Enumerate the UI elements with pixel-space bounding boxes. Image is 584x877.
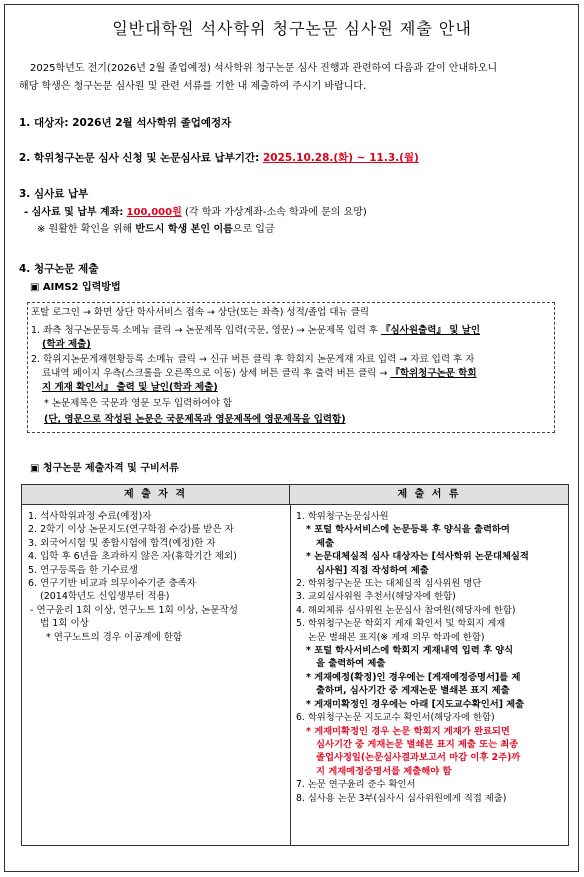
section-4-heading: 4. 청구논문 제출: [19, 263, 99, 275]
documents-list: [296, 510, 529, 805]
box-line-5: 지 게재 확인서』 출력 및 날인(학과 제출): [42, 382, 218, 393]
table-divider: [290, 505, 291, 845]
box-line-3: 2. 학위지논문게재현황등록 소메뉴 클릭 → 신규 버튼 클릭 후 학회지 논문게재 자료 입력 → 자료 입력 후 자: [31, 354, 475, 365]
list-item: 심사기간 중 게재논문 별쇄본 표지 제출 또는 최종: [316, 738, 519, 750]
deposit-note-b: 반드시 학생 본인 이름: [135, 224, 233, 235]
qualification-heading: ▣ 청구논문 제출자격 및 구비서류: [30, 463, 179, 474]
qualification-list: [28, 510, 238, 644]
fee-value: 100,000원: [126, 207, 182, 218]
fee-label: - 심사료 및 납부 계좌:: [24, 207, 124, 218]
box-line-1: [31, 324, 480, 337]
list-item: * 게재미확정인 경우에는 아래 [지도교수확인서] 제출: [306, 698, 525, 710]
deposit-note-a: ※ 원활한 확인을 위해: [37, 224, 133, 235]
list-item: 1. 학위청구논문심사원: [296, 511, 389, 522]
list-item: * 연구노트의 경우 이공계에 한함: [46, 631, 183, 643]
list-item: * 게재미확정인 경우 논문 학회지 게재가 완료되면: [306, 725, 510, 737]
deposit-note: [37, 223, 275, 236]
list-item: * 논문대체실적 심사 대상자는 [석사학위 논문대체실적: [306, 551, 529, 563]
aims2-subheading: ▣ AIMS2 입력방법: [30, 282, 121, 293]
list-item: 3. 외국어시험 및 종합시험에 합격(예정)한 자: [28, 537, 216, 549]
deposit-note-c: 으로 입금: [232, 224, 275, 235]
list-item: 6. 연구기반 비교과 의무이수기준 충족자: [28, 578, 196, 590]
list-item: 1. 석사학위과정 수료(예정)자: [28, 511, 152, 522]
intro-line-2: 해당 학생은 청구논문 심사원 및 관련 서류를 기한 내 제출하여 주시기 바랍니다.: [19, 81, 367, 92]
list-item: 2. 2학기 이상 논문지도(연구학점 수강)를 받은 자: [28, 524, 234, 536]
list-item: 7. 논문 연구윤리 준수 확인서: [296, 779, 416, 791]
section-3-heading: 3. 심사료 납부: [19, 188, 89, 200]
list-item: 을 출력하여 제출: [316, 658, 386, 670]
box-line-6: * 논문제목은 국문과 영문 모두 입력하여야 함: [44, 398, 233, 409]
list-item: * 포털 학사서비스에 학회지 게재내역 입력 후 양식: [306, 645, 514, 657]
intro-line-1: 2025학년도 전기(2026년 2월 졸업예정) 석사학위 청구논문 심사 진행과 관련하여 다음과 같이 안내하오니: [30, 63, 498, 74]
list-item: 8. 심사용 논문 3부(심사시 심사위원에게 직접 제출): [296, 792, 507, 804]
qualification-table: [21, 484, 569, 846]
box-step-2: 료내역 페이지 우측(스크롤을 오른쪽으로 이동) 상세 버튼 클릭 후 출력 버튼 클릭 →: [42, 368, 388, 379]
list-item: 출하며, 심사기간 중 게재논문 별쇄본 표지 제출: [316, 685, 510, 697]
list-item: 6. 학위청구논문 지도교수 확인서(해당자에 한함): [296, 712, 495, 724]
list-item: 5. 학위청구논문 학회지 게재 확인서 및 학회지 게재: [296, 618, 506, 630]
page-title: 일반대학원 석사학위 청구논문 심사원 제출 안내: [112, 19, 472, 38]
box-line-0: 포탈 로그인 → 화면 상단 학사서비스 접속 → 상단(또는 좌측) 성적/졸업 대뉴 클릭: [31, 307, 370, 318]
list-item: 4. 입학 후 6년을 초과하지 않은 자(휴학기간 제외): [28, 551, 237, 563]
list-item: 4. 해외체류 심사위원 논문심사 참여원(해당자에 한함): [296, 604, 516, 616]
fee-note: (각 학과 가상계좌-소속 학과에 문의 요망): [184, 207, 367, 218]
period-label: 2. 학위청구논문 심사 신청 및 논문심사료 납부기간:: [19, 152, 260, 164]
box-line-2: (학과 제출): [42, 339, 91, 350]
list-item: 졸업사정일(논문심사결과보고서 마감 이후 2주)까: [316, 752, 521, 764]
list-item: - 연구윤리 1회 이상, 연구노트 1회 이상, 논문작성: [30, 604, 238, 616]
list-item: 2. 학위청구논문 또는 대체실적 심사위원 명단: [296, 578, 482, 590]
table-header-qualification: 제 출 자 격: [22, 485, 290, 505]
list-item: 5. 연구등록을 한 기수료생: [28, 564, 138, 576]
list-item: 3. 교외심사위원 추천서(해당자에 한함): [296, 591, 456, 603]
list-item: 지 게재예정증명서를 제출해야 함: [316, 765, 452, 777]
box-step-1-emph: 『심사원출력』 및 날인: [381, 325, 481, 336]
list-item: 논문 별쇄본 표지(※ 게재 의무 학과에 한함): [308, 631, 485, 643]
box-line-7: (단, 영문으로 작성된 논문은 국문제목과 영문제목에 영문제목을 입력함): [44, 414, 346, 425]
section-1-target: 1. 대상자: 2026년 2월 석사학위 졸업예정자: [19, 117, 232, 129]
list-item: 법 1회 이상: [40, 618, 89, 630]
fee-line: [24, 206, 367, 219]
section-2-period: [19, 152, 419, 165]
box-step-2-emph: 『학위청구논문 학회: [390, 368, 477, 379]
box-step-1: 1. 좌측 청구논문등록 소메뉴 클릭 → 논문제목 입력(국문, 영문) → 논문제목 입력 후: [31, 325, 378, 336]
period-value: 2025.10.28.(화) ~ 11.3.(월): [262, 152, 419, 164]
list-item: 제출: [316, 537, 334, 549]
table-header-documents: 제 출 서 류: [290, 485, 568, 505]
list-item: 심사원] 직접 작성하여 제출: [316, 564, 429, 576]
list-item: * 게재예정(확정)인 경우에는 [게재예정증명서]를 제: [306, 671, 521, 683]
box-line-4: [42, 367, 477, 380]
list-item: (2014학년도 신입생부터 적용): [40, 591, 170, 603]
list-item: * 포털 학사서비스에 논문등록 후 양식을 출력하여: [306, 524, 510, 536]
